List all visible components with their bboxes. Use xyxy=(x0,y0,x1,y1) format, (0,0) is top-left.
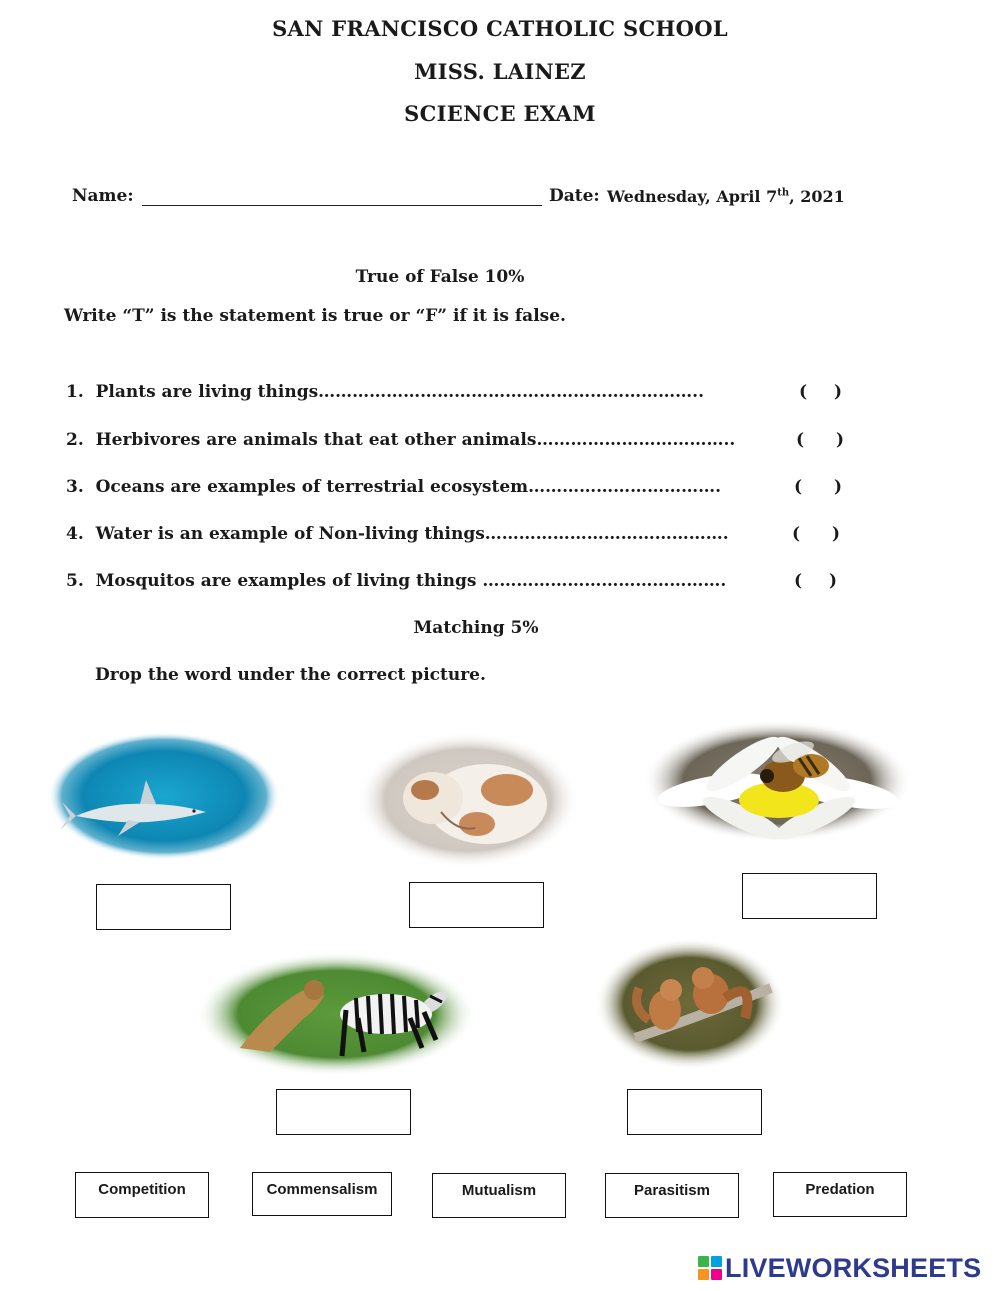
drop-box-lion-zebra[interactable] xyxy=(276,1089,411,1135)
liveworksheets-logo-icon xyxy=(698,1256,722,1280)
answer-open-paren: ( xyxy=(794,477,803,497)
drop-box-bee-flower[interactable] xyxy=(742,873,877,919)
drop-box-shark[interactable] xyxy=(96,884,231,930)
section-matching-instruction: Drop the word under the correct picture. xyxy=(95,665,486,685)
picture-bee-flower xyxy=(643,720,911,842)
word-predation[interactable]: Predation xyxy=(773,1172,907,1217)
answer-open-paren: ( xyxy=(799,382,808,402)
exam-title: SCIENCE EXAM xyxy=(404,101,596,126)
picture-lion-zebra xyxy=(196,952,476,1076)
section-true-false-title: True of False 10% xyxy=(355,267,525,287)
answer-close-paren: ) xyxy=(834,382,843,402)
date-label: Date: xyxy=(549,186,600,206)
answer-open-paren: ( xyxy=(794,571,803,591)
teacher-name: MISS. LAINEZ xyxy=(414,59,586,84)
section-true-false-instruction: Write “T” is the statement is true or “F” if it is false. xyxy=(64,306,566,326)
date-value: Wednesday, April 7th, 2021 xyxy=(607,187,845,206)
answer-close-paren: ) xyxy=(834,477,843,497)
school-name: SAN FRANCISCO CATHOLIC SCHOOL xyxy=(272,16,728,41)
picture-dog xyxy=(357,732,579,868)
answer-open-paren: ( xyxy=(792,524,801,544)
answer-open-paren: ( xyxy=(796,430,805,450)
name-label: Name: xyxy=(72,186,134,206)
picture-squirrels xyxy=(595,938,785,1070)
section-matching-title: Matching 5% xyxy=(413,618,539,638)
question-1: 1. Plants are living things………………………………………………………….. xyxy=(66,382,704,402)
question-2: 2. Herbivores are animals that eat other animals…………………………….. xyxy=(66,430,736,450)
answer-close-paren: ) xyxy=(829,571,838,591)
question-4: 4. Water is an example of Non-living things……………………………………. xyxy=(66,524,729,544)
answer-close-paren: ) xyxy=(832,524,841,544)
liveworksheets-brand: LIVEWORKSHEETS xyxy=(725,1253,982,1283)
word-mutualism[interactable]: Mutualism xyxy=(432,1173,566,1218)
drop-box-squirrels[interactable] xyxy=(627,1089,762,1135)
word-commensalism[interactable]: Commensalism xyxy=(252,1172,392,1216)
drop-box-dog[interactable] xyxy=(409,882,544,928)
question-5: 5. Mosquitos are examples of living things ……………………………………. xyxy=(66,571,727,591)
word-competition[interactable]: Competition xyxy=(75,1172,209,1218)
word-parasitism[interactable]: Parasitism xyxy=(605,1173,739,1218)
picture-shark xyxy=(48,732,280,860)
name-line xyxy=(142,205,542,206)
question-3: 3. Oceans are examples of terrestrial ecosystem……………………………. xyxy=(66,477,722,497)
answer-close-paren: ) xyxy=(836,430,845,450)
